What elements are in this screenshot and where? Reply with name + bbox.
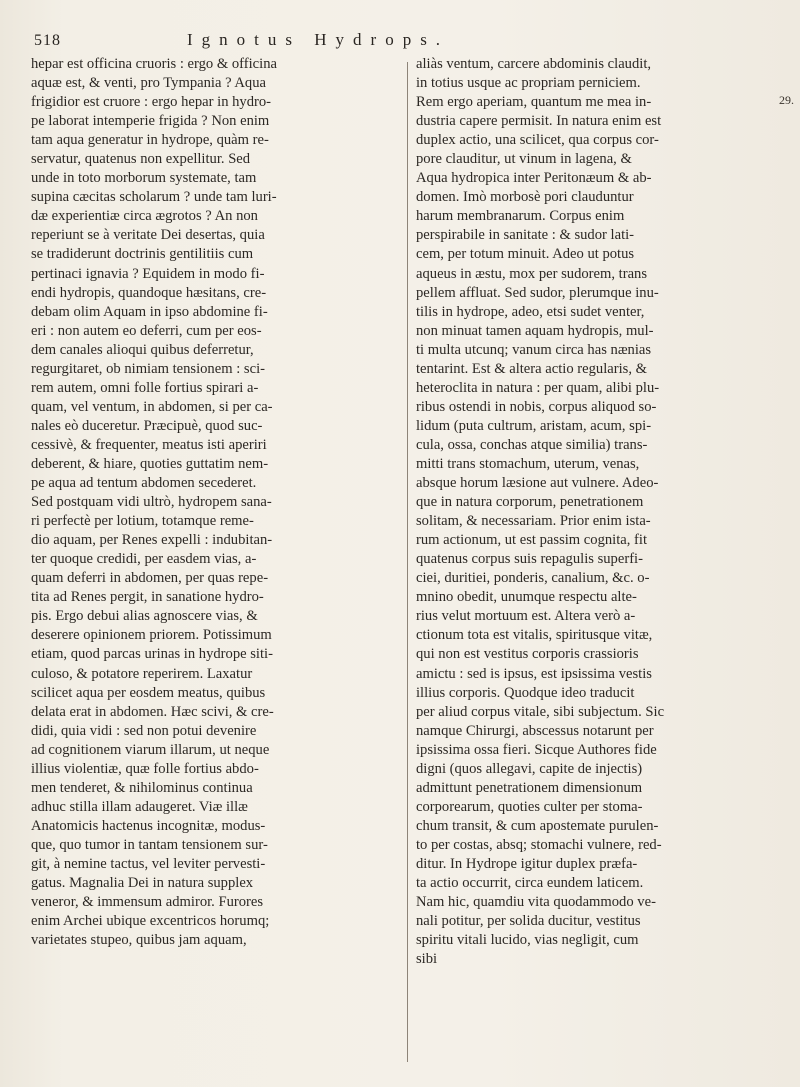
text-line: gatus. Magnalia Dei in natura supplex xyxy=(31,875,254,892)
text-line: quatenus corpus suis repagulis superfi- xyxy=(416,551,643,568)
text-line: illius corporis. Quodque ideo traducit xyxy=(416,684,635,701)
text-line: que in natura corporum, penetrationem xyxy=(416,494,644,511)
page-number: 518 xyxy=(34,32,61,49)
text-line: ribus ostendi in nobis, corpus aliquod so- xyxy=(416,398,657,415)
text-line: rem autem, omni folle fortius spirari a- xyxy=(31,379,259,396)
text-line: corporearum, quoties culter per stoma- xyxy=(416,798,643,815)
text-line: nales eò duceretur. Præcipuè, quod suc- xyxy=(31,417,263,434)
text-line: qui non est vestitus corporis crassioris xyxy=(416,646,639,663)
text-line: tentarint. Est & altera actio regularis, & xyxy=(416,360,647,377)
text-line: se tradiderunt doctrinis gentilitiis cum xyxy=(31,246,254,263)
text-columns xyxy=(31,55,774,969)
text-line: chum transit, & cum apostemate purulen- xyxy=(416,817,659,834)
text-line: frigidior est cruore : ergo hepar in hydro- xyxy=(31,94,272,111)
text-line: que, quo tumor in tantam tensionem sur- xyxy=(31,836,268,853)
text-line: digni (quos allegavi, capite de injectis) xyxy=(416,760,643,777)
text-line: dem canales alioqui quibus deferretur, xyxy=(31,341,254,358)
text-line: duplex actio, una scilicet, qua corpus cor- xyxy=(416,132,659,149)
text-line: rum actionum, ut est passim cognita, fit xyxy=(416,532,648,549)
text-line: Anatomicis hactenus incognitæ, modus- xyxy=(31,817,266,834)
text-line: ta actio occurrit, circa eundem laticem. xyxy=(416,875,644,892)
left-column xyxy=(31,55,391,969)
text-line: illius violentiæ, quæ folle fortius abdo- xyxy=(31,760,259,777)
text-line: deserere opinionem priorem. Potissimum xyxy=(31,627,272,644)
text-line: ditur. In Hydrope igitur duplex præfa- xyxy=(416,855,638,872)
text-line: servatur, quatenus non expellitur. Sed xyxy=(31,151,251,168)
text-line: pe aqua ad tentum abdomen secederet. xyxy=(31,475,257,492)
text-line: deberent, & hiare, quoties guttatim nem- xyxy=(31,455,269,472)
text-line: dæ experientiæ circa ægrotos ? An non xyxy=(31,208,258,225)
text-line: absque horum læsione aut vulnere. Adeo- xyxy=(416,475,659,492)
text-line: adhuc stilla illam adaugeret. Viæ illæ xyxy=(31,798,248,815)
text-line: pe laborat intemperie frigida ? Non enim xyxy=(31,113,270,130)
text-line: reperiunt se à veritate Dei desertas, quia xyxy=(31,227,265,244)
text-line: etiam, quod parcas urinas in hydrope siti- xyxy=(31,646,273,663)
text-line: lidum (puta cultrum, aristam, acum, spi- xyxy=(416,417,652,434)
text-line: eri : non autem eo deferri, cum per eos- xyxy=(31,322,262,339)
text-line: amictu : sed is ipsus, est ipsissima vestis xyxy=(416,665,652,682)
text-line: admittunt penetrationem dimensionum xyxy=(416,779,643,796)
text-line: spiritu vitali lucido, vias negligit, cum xyxy=(416,932,639,949)
text-line: git, à nemine tactus, vel leviter pervesti- xyxy=(31,855,266,872)
text-line: harum membranarum. Corpus enim xyxy=(416,208,625,225)
text-line: ter quoque credidi, per easdem vias, a- xyxy=(31,551,257,568)
running-head: Ignotus Hydrops. xyxy=(187,30,450,49)
text-line: ad cognitionem viarum illarum, ut neque xyxy=(31,741,270,758)
margin-note: 29. xyxy=(779,93,794,107)
text-line: varietates stupeo, quibus jam aquam, xyxy=(31,932,247,949)
text-line: cula, ossa, conchas atque similia) trans- xyxy=(416,436,648,453)
text-line: rius velut mortuum est. Altera verò a- xyxy=(416,608,636,625)
text-line: didi, quia vidi : sed non potui devenire xyxy=(31,722,257,739)
text-line: Nam hic, quamdiu vita quodammodo ve- xyxy=(416,894,656,911)
text-line: supina cæcitas scholarum ? unde tam luri- xyxy=(31,189,277,206)
right-column xyxy=(416,55,774,969)
text-line: pertinaci ignavia ? Equidem in modo fi- xyxy=(31,265,265,282)
text-line: unde in toto morborum systemate, tam xyxy=(31,170,257,187)
text-line: Sed postquam vidi ultrò, hydropem sana- xyxy=(31,494,272,511)
text-line: domen. Imò morbosè pori clauduntur xyxy=(416,189,634,206)
text-line: mnino obedit, unumque respectu alte- xyxy=(416,589,637,606)
text-line: hepar est officina cruoris : ergo & officina xyxy=(31,56,277,72)
text-line: quam deferri in abdomen, per quas repe- xyxy=(31,570,269,587)
text-line: ctionum tota est vitalis, spiritusque vitæ, xyxy=(416,627,653,644)
text-line: to per costas, absq; stomachi vulnere, red- xyxy=(416,836,662,853)
text-line: namque Chirurgi, abscessus notarunt per xyxy=(416,722,654,739)
text-line: aliàs ventum, carcere abdominis claudit, xyxy=(416,56,652,72)
text-line: ipsissima ossa fieri. Sicque Authores fide xyxy=(416,741,657,758)
text-line: perspirabile in sanitate : & sudor lati- xyxy=(416,227,635,244)
text-line: scilicet aqua per eosdem meatus, quibus xyxy=(31,684,266,701)
text-line: pis. Ergo debui alias agnoscere vias, & xyxy=(31,608,258,625)
text-line: solitam, & necessariam. Prior enim ista- xyxy=(416,513,651,530)
text-line: ri perfectè per lotium, totamque reme- xyxy=(31,513,254,530)
text-line: tilis in hydrope, adeo, etsi sudet venter, xyxy=(416,303,645,320)
text-line: delata erat in abdomen. Hæc scivi, & cre- xyxy=(31,703,274,720)
text-line: pellem affluat. Sed sudor, plerumque inu- xyxy=(416,284,659,301)
text-line: aqueus in æstu, mox per sudorem, trans xyxy=(416,265,648,282)
text-line: tita ad Renes pergit, in sanatione hydro- xyxy=(31,589,264,606)
text-line: veneror, & immensum admiror. Furores xyxy=(31,894,264,911)
text-line: enim Archei ubique excentricos horumq; xyxy=(31,913,270,930)
text-line: sibi xyxy=(416,951,438,968)
text-line: tam aqua generatur in hydrope, quàm re- xyxy=(31,132,269,149)
text-line: endi hydropis, quandoque hæsitans, cre- xyxy=(31,284,267,301)
text-line: quam, vel ventum, in abdomen, si per ca- xyxy=(31,398,273,415)
text-line: ti multa utcunq; vanum circa has nænias xyxy=(416,341,652,358)
text-line: Aqua hydropica inter Peritonæum & ab- xyxy=(416,170,652,187)
text-line: ciei, duritiei, ponderis, canalium, &c. o- xyxy=(416,570,650,587)
text-line: mitti trans stomachum, uterum, venas, xyxy=(416,455,640,472)
text-line: dio aquam, per Renes expelli : indubitan- xyxy=(31,532,273,549)
text-line: per aliud corpus vitale, sibi subjectum. Sic xyxy=(416,703,665,720)
page-header xyxy=(22,28,778,56)
text-line: dustria capere permisit. In natura enim est xyxy=(416,113,662,130)
text-line: cem, per totum minuit. Adeo ut potus xyxy=(416,246,635,263)
text-line: debam olim Aquam in ipso abdomine fi- xyxy=(31,303,268,320)
column-divider xyxy=(407,62,408,1062)
text-line: culoso, & potatore reperirem. Laxatur xyxy=(31,665,253,682)
text-line: heteroclita in natura : per quam, alibi plu- xyxy=(416,379,660,396)
text-line: non minuat tamen aquam hydropis, mul- xyxy=(416,322,654,339)
text-line: pore clauditur, ut vinum in lagena, & xyxy=(416,151,632,168)
text-line: Rem ergo aperiam, quantum me mea in- xyxy=(416,94,652,111)
text-line: in totius usque ac propriam perniciem. xyxy=(416,75,641,92)
text-line: regurgitaret, ob nimiam tensionem : sci- xyxy=(31,360,265,377)
text-line: cessivè, & frequenter, meatus isti aperiri xyxy=(31,436,267,453)
text-line: men tenderet, & nihilominus continua xyxy=(31,779,253,796)
text-line: nali potitur, per solida ducitur, vestitus xyxy=(416,913,641,930)
text-line: aquæ est, & venti, pro Tympania ? Aqua xyxy=(31,75,267,92)
